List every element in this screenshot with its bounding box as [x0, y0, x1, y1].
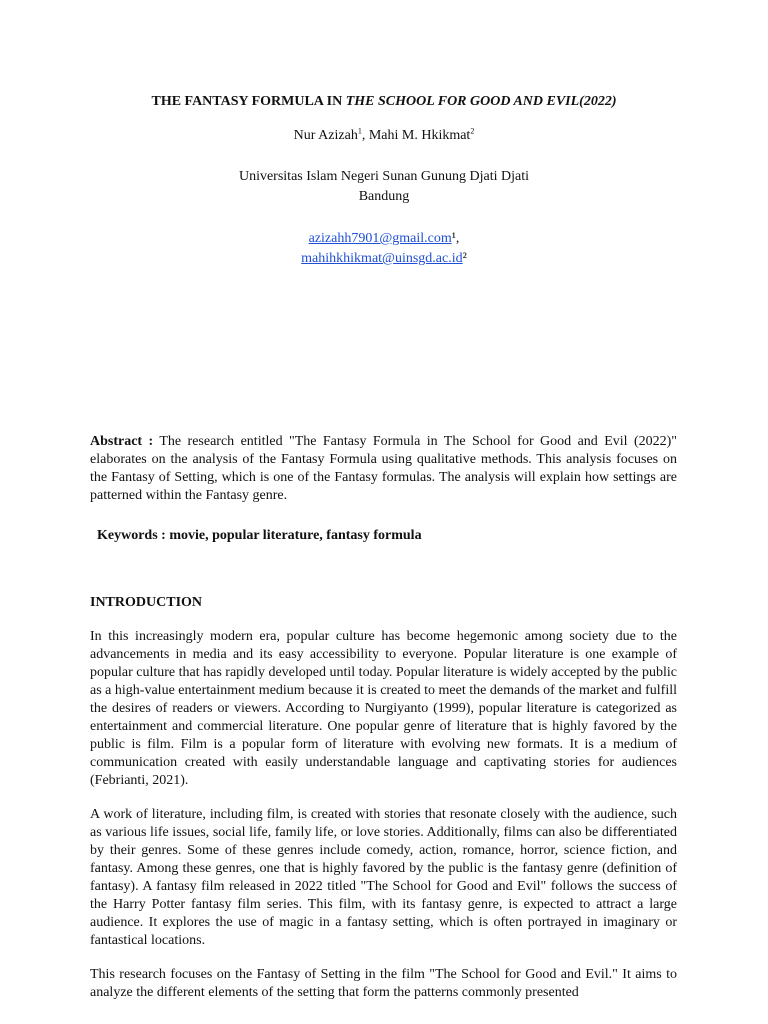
email-line-2: [0, 249, 768, 269]
author-1: Nur Azizah: [293, 128, 358, 143]
email-2-suffix: ²: [462, 251, 467, 266]
paper-title-prefix: THE FANTASY FORMULA IN: [151, 94, 346, 109]
email-link-2[interactable]: mahihkhikmat@uinsgd.ac.id: [301, 251, 463, 266]
abstract-label: Abstract :: [90, 434, 154, 449]
author-list: [0, 126, 768, 146]
author-2: Mahi M. Hkikmat: [368, 128, 471, 143]
author-separator: ,: [361, 128, 369, 143]
introduction-paragraph-2: A work of literature, including film, is created with stories that resonate closely with the audience, such as various life issues, social life, family life, or love stories. Additionally, films can also be differentiated by their genres. Some of these genres include comedy, action, romance, horror, science fiction, and fantasy. Among these genres, one that is highly favored by the public is the fantasy genre (definition of fantasy). A fantasy film released in 2022 titled "The School for Good and Evil" follows the success of the Harry Potter fantasy film series. This film, with its fantasy genre, is expected to attract a large audience. It explores the use of magic in a fantasy setting, which is often portrayed in imaginary or fantastical locations.: [90, 807, 677, 948]
paper-title-italic: THE SCHOOL FOR GOOD AND EVIL(2022): [345, 94, 617, 109]
introduction-paragraph-1: In this increasingly modern era, popular culture has become hegemonic among society due to the advancements in media and its easy accessibility to everyone. Popular literature is one example of popular culture that has rapidly developed until today. Popular literature is widely accepted by the public as a high-value entertainment medium because it is created to meet the demands of the market and fulfill the desires of readers or viewers. According to Nurgiyanto (1999), popular literature is categorized as entertainment and commercial literature. One popular genre of literature that is highly favored by the public is film. Film is a popular form of literature with evolving new formats. It is a medium of communication created with easily understandable language and captivating stories for audiences (Febrianti, 2021).: [90, 629, 677, 788]
affiliation: [0, 167, 768, 207]
abstract-text: The research entitled "The Fantasy Formula in The School for Good and Evil (2022)" elaborates on the analysis of the Fantasy Formula using qualitative methods. This analysis focuses on the Fantasy of Setting, which is one of the Fantasy formulas. The analysis will explain how settings are patterned within the Fantasy genre.: [90, 434, 677, 503]
email-line-1: [0, 229, 768, 249]
email-link-1[interactable]: azizahh7901@gmail.com: [308, 231, 452, 246]
email-list: [0, 229, 768, 269]
affiliation-line-1: Universitas Islam Negeri Sunan Gunung Djati Djati: [238, 169, 530, 184]
introduction-paragraph-3: This research focuses on the Fantasy of Setting in the film "The School for Good and Evil." It aims to analyze the different elements of the setting that form the patterns commonly presented: [90, 967, 677, 1000]
author-2-sup: 2: [470, 126, 475, 136]
affiliation-line-2: Bandung: [358, 189, 410, 204]
paper-title: [0, 92, 768, 112]
author-1-sup: 1: [357, 126, 362, 136]
keywords: Keywords : movie, popular literature, fantasy formula: [97, 528, 422, 543]
section-heading-introduction: INTRODUCTION: [90, 595, 203, 610]
abstract: [90, 433, 677, 505]
email-1-suffix: ¹,: [451, 231, 460, 246]
